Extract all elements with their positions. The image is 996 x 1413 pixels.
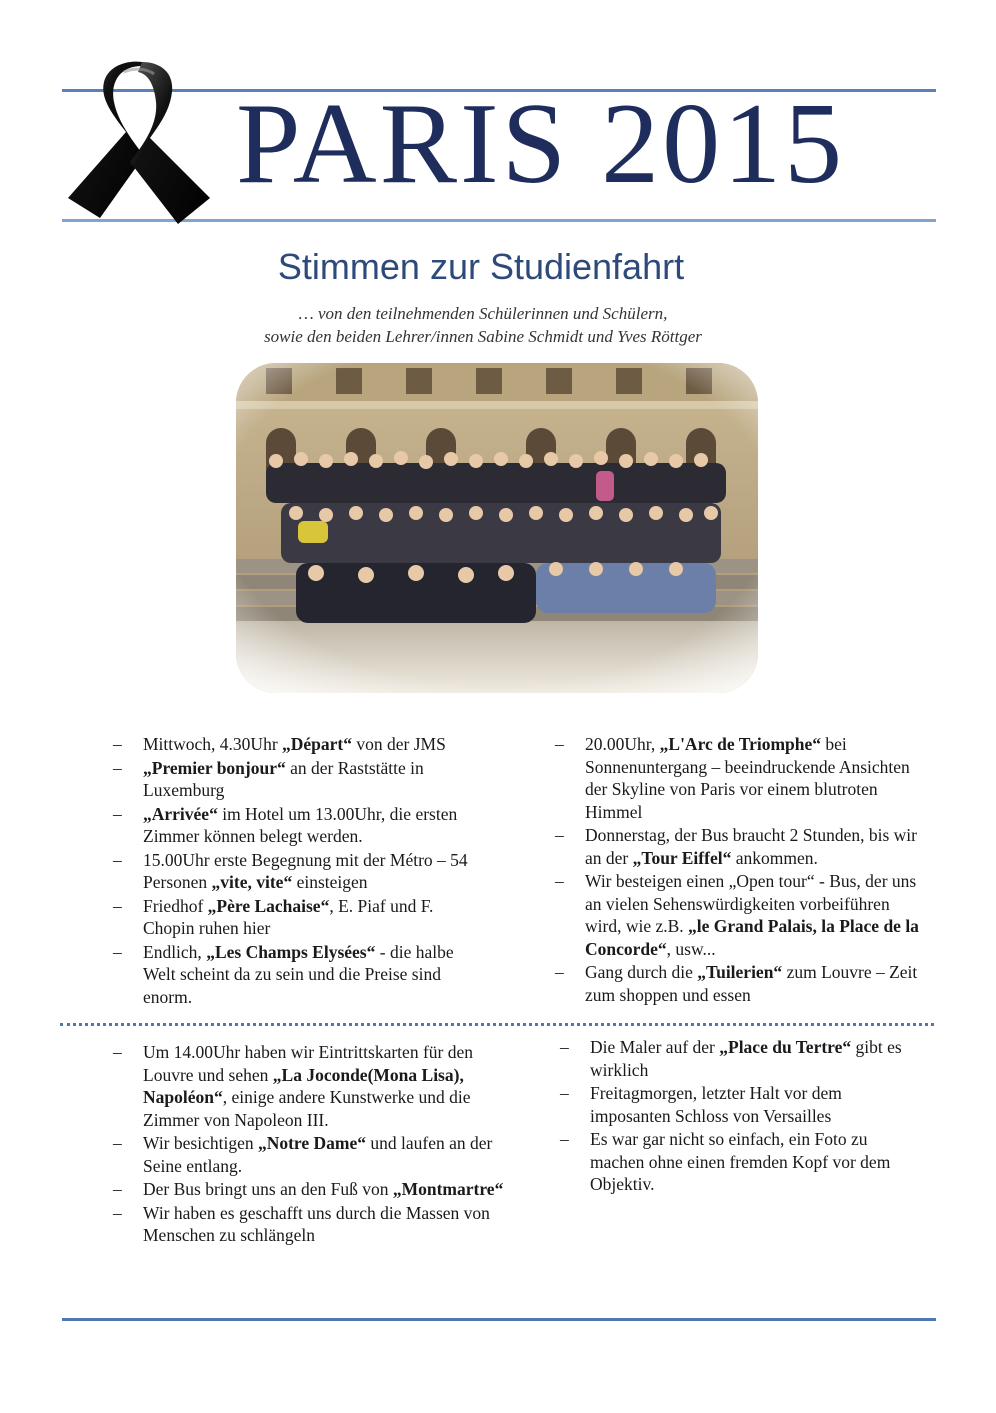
group-photo — [236, 363, 758, 693]
list-item — [113, 849, 473, 894]
bullet-dash: – — [555, 825, 564, 845]
item-text-tail: gibt es wirklich — [590, 1037, 902, 1080]
item-text: Um 14.00Uhr haben wir Eintrittskarten für den Louvre und sehen — [143, 1042, 473, 1085]
item-highlight: „L'Arc de Triomphe“ — [659, 734, 822, 754]
byline — [0, 302, 966, 348]
list-item — [560, 1128, 920, 1196]
list-item — [560, 1036, 920, 1081]
list-column-1 — [113, 733, 473, 1009]
item-text: 20.00Uhr, — [585, 734, 660, 754]
item-highlight: „Montmartre“ — [392, 1179, 504, 1199]
list-item — [555, 961, 930, 1006]
item-highlight: „Premier bonjour“ — [143, 757, 286, 778]
item-text-tail: ankommen. — [731, 847, 818, 868]
byline-line-2: sowie den beiden Lehrer/innen Sabine Schmidt und Yves Röttger — [264, 327, 702, 346]
list-item — [113, 1202, 508, 1247]
item-text: Friedhof — [143, 895, 208, 916]
bullet-dash: – — [555, 734, 564, 754]
item-highlight: „Tour Eiffel“ — [632, 847, 732, 868]
bullet-dash: – — [113, 1179, 122, 1199]
item-highlight: „Les Champs Elysées“ — [206, 941, 376, 962]
item-text: Der Bus bringt uns an den Fuß von — [143, 1179, 393, 1199]
item-text-tail: an der Raststätte in Luxemburg — [143, 757, 424, 800]
item-text: Wir besteigen einen „Open tour“ - Bus, der uns an vielen Sehenswürdigkeiten vorbeiführen wird, wie z.B. — [585, 871, 917, 936]
bottom-rule — [62, 1318, 936, 1321]
list-column-3 — [113, 1041, 508, 1248]
bullet-dash: – — [113, 734, 122, 754]
list-item — [113, 941, 473, 1009]
item-text-tail: einsteigen — [292, 872, 368, 892]
list-column-4 — [560, 1036, 920, 1197]
item-text: Freitagmorgen, letzter Halt vor dem imposanten Schloss von Versailles — [590, 1083, 842, 1126]
list-item — [113, 1178, 508, 1201]
list-item — [113, 1132, 508, 1177]
bullet-dash: – — [560, 1083, 569, 1103]
subtitle: Stimmen zur Studienfahrt — [277, 246, 685, 287]
bullet-dash: – — [555, 962, 564, 982]
item-highlight: „Notre Dame“ — [257, 1133, 367, 1153]
item-text: Wir haben es geschafft uns durch die Massen von Menschen zu schlängeln — [143, 1202, 490, 1245]
bullet-dash: – — [113, 849, 122, 870]
list-item — [555, 824, 930, 869]
bullet-dash: – — [560, 1037, 569, 1057]
group-photo-image — [236, 363, 758, 693]
item-highlight: „le Grand Palais, la Place de la Concorde“ — [585, 916, 919, 959]
mourning-ribbon-icon — [60, 58, 220, 230]
page-title: PARIS 2015 — [236, 80, 846, 208]
bullet-dash: – — [555, 871, 564, 891]
bullet-dash: – — [113, 1202, 122, 1223]
item-text: Gang durch die — [585, 962, 698, 982]
list-item — [560, 1082, 920, 1127]
item-text-tail: im Hotel um 13.00Uhr, die ersten Zimmer können belegt werden. — [143, 803, 458, 846]
list-item — [113, 803, 473, 848]
item-highlight: „Arrivée“ — [143, 803, 218, 824]
item-text-tail: und laufen an der Seine entlang. — [143, 1133, 493, 1176]
bullet-dash: – — [113, 941, 122, 962]
item-text-tail: , usw... — [666, 938, 716, 959]
list-item — [113, 757, 473, 802]
item-text: Es war gar nicht so einfach, ein Foto zu machen ohne einen fremden Kopf vor dem Objektiv. — [590, 1129, 891, 1194]
list-item — [113, 895, 473, 940]
item-text: Mittwoch, 4.30Uhr — [143, 734, 283, 754]
list-column-2 — [555, 733, 930, 1007]
item-text: Wir besichtigen — [143, 1133, 258, 1153]
item-text: Endlich, — [143, 941, 207, 962]
bullet-dash: – — [113, 757, 122, 778]
item-text-tail: , einige andere Kunstwerke und die Zimmer von Napoleon III. — [143, 1087, 471, 1130]
item-text-tail: bei Sonnenuntergang – beeindruckende Ansichten der Skyline von Paris vor einem blutroten Himmel — [585, 734, 910, 822]
item-highlight: „La Joconde(Mona Lisa), Napoléon“ — [143, 1064, 464, 1107]
bullet-dash: – — [113, 803, 122, 824]
item-highlight: „Tuilerien“ — [697, 962, 783, 982]
item-text-tail: - die halbe Welt scheint da zu sein und die Preise sind enorm. — [143, 941, 454, 1007]
item-highlight: „vite, vite“ — [211, 872, 293, 892]
dotted-divider — [60, 1023, 934, 1026]
bullet-dash: – — [113, 1042, 122, 1062]
list-item — [555, 870, 930, 960]
item-text-tail: , E. Piaf und F. Chopin ruhen hier — [143, 895, 434, 938]
byline-line-1: … von den teilnehmenden Schülerinnen und Schülern, — [298, 304, 668, 323]
list-item — [555, 733, 930, 823]
bullet-dash: – — [113, 1133, 122, 1153]
item-text-tail: zum Louvre – Zeit zum shoppen und essen — [585, 962, 918, 1005]
bullet-dash: – — [560, 1129, 569, 1149]
item-highlight: „Père Lachaise“ — [207, 895, 330, 916]
item-text: Donnerstag, der Bus braucht 2 Stunden, bis wir an der — [585, 825, 917, 868]
item-highlight: „Départ“ — [282, 734, 353, 754]
item-text: Die Maler auf der — [590, 1037, 720, 1057]
item-text-tail: von der JMS — [352, 734, 446, 754]
item-highlight: „Place du Tertre“ — [719, 1037, 852, 1057]
list-item — [113, 733, 473, 756]
bullet-dash: – — [113, 895, 122, 916]
item-text: 15.00Uhr erste Begegnung mit der Métro – 54 Personen — [143, 849, 468, 892]
list-item — [113, 1041, 508, 1131]
